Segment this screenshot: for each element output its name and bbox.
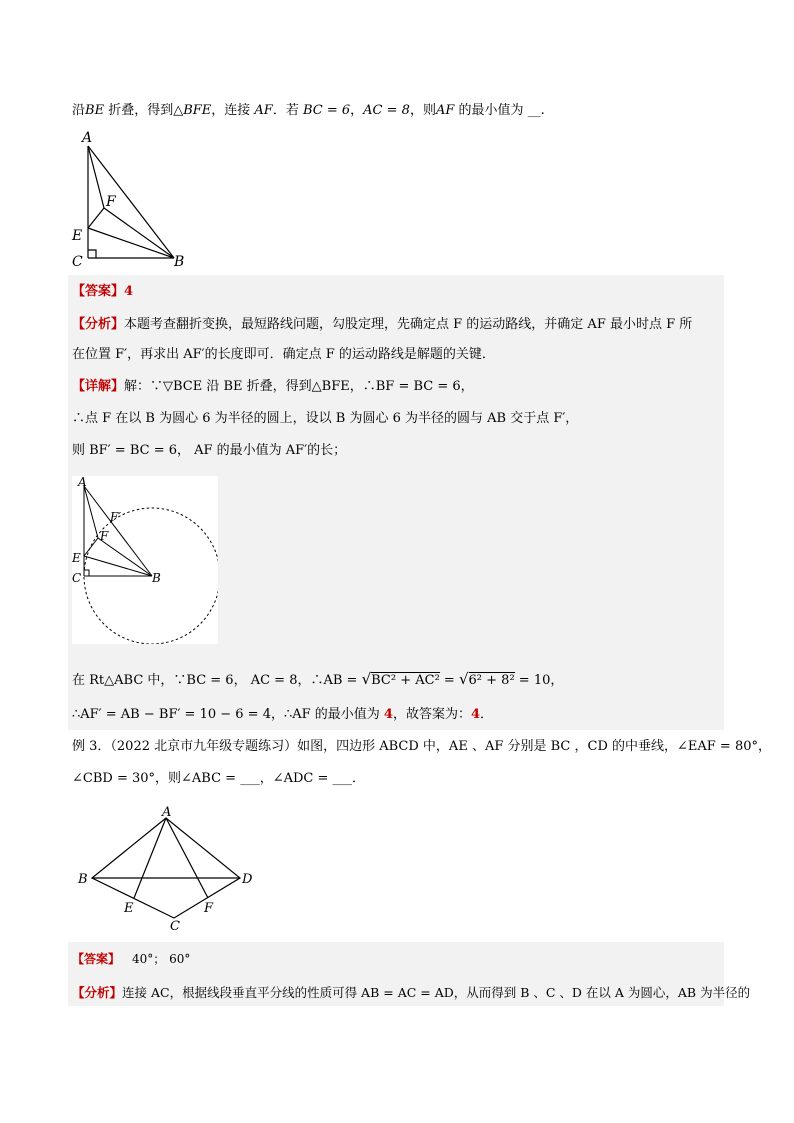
text-seg: 本题考查翻折变换，最短路线问题，勾股定理，先确定点 F 的运动路线，并确定 AF 最小时点 F 所: [124, 317, 693, 332]
text-seg: ．若: [272, 103, 303, 118]
text-seg: 例 3．（2022 北京市九年级专题练习）如图，四边形 ABCD 中，AE 、AF 分别是 BC ，CD 的中垂线，∠EAF = 80°，: [72, 739, 771, 754]
text-seg: ，故答案为：: [392, 707, 471, 722]
problem-line-1: [72, 102, 545, 120]
calc-1-line-1: 在 Rt△ABC 中，∵BC = 6， AC = 8，∴AB = √BC² + AC² = √6² + 8² = 10，: [72, 670, 564, 688]
text-seg: ．: [480, 707, 494, 722]
text-seg: AF: [254, 103, 273, 118]
text-seg: ，: [350, 103, 364, 118]
text-seg: 在位置 F′，再求出 AF′的长度即可．确定点 F 的运动路线是解题的关键．: [72, 347, 495, 362]
label-A: A: [78, 476, 87, 489]
label-C: C: [72, 254, 83, 270]
text-seg: ∠CBD = 30°，则∠ABC = ___，∠ADC = ___．: [72, 771, 366, 786]
detail-1-line-3: [72, 442, 346, 460]
text-seg: BE: [85, 103, 105, 118]
text-seg: ，则: [409, 103, 436, 118]
text-seg: 的最小值为 __.: [454, 103, 545, 118]
label-F: F: [204, 901, 214, 916]
text-seg: 折叠，得到△: [104, 103, 184, 118]
sqrt-content: 6² + 8²: [468, 673, 515, 688]
text-seg: =: [439, 673, 459, 688]
answer-3: [72, 950, 190, 968]
figure-1: [68, 128, 198, 270]
text-seg: 在 Rt△ABC 中，∵BC = 6， AC = 8，∴AB =: [72, 673, 362, 688]
answer-1: [72, 283, 133, 301]
label-F-prime: F′: [110, 510, 122, 524]
text-seg: ∴AF′ = AB − BF′ = 10 − 6 = 4，∴AF 的最小值为: [72, 707, 384, 722]
label-F: F: [100, 529, 109, 543]
text-seg: BFE: [183, 103, 212, 118]
label-B: B: [174, 254, 185, 270]
text-seg: 沿: [72, 103, 86, 118]
label-B: B: [152, 571, 161, 585]
figure-2-box: [72, 476, 218, 644]
text-seg: 解：∵▽BCE 沿 BE 折叠，得到△BFE，∴BF = BC = 6，: [124, 379, 474, 394]
answer-value: 40°； 60°: [132, 952, 191, 966]
label-C: C: [72, 571, 82, 585]
label-D: D: [242, 872, 253, 887]
text-seg: 连接 AC，根据线段垂直平分线的性质可得 AB = AC = AD，从而得到 B 、C 、D 在以 A 为圆心，AB 为半径的: [122, 985, 751, 1000]
answer-tag: 【答案】: [72, 952, 121, 966]
text-seg: = 10，: [514, 673, 564, 688]
label-F: F: [106, 194, 116, 210]
detail-1-line-2: [72, 410, 578, 428]
analysis-tag: 【分析】: [72, 985, 123, 1000]
sqrt-content: BC² + AC²: [371, 673, 440, 688]
text-seg: BC = 6: [302, 103, 351, 118]
text-seg: AF: [435, 103, 455, 118]
example-3-line-2: [72, 770, 365, 788]
text-seg: 4: [470, 707, 481, 722]
text-seg: ∴点 F 在以 B 为圆心 6 为半径的圆上，设以 B 为圆心 6 为半径的圆与 AB 交于点 F′，: [72, 411, 579, 426]
text-seg: 则 BF′ = BC = 6， AF 的最小值为 AF′的长；: [72, 443, 347, 458]
example-3-line-1: [72, 738, 771, 756]
label-C: C: [170, 919, 180, 934]
label-E: E: [72, 551, 81, 565]
text-seg: AC = 8: [363, 103, 410, 118]
detail-1-line-1: [72, 378, 474, 396]
calc-1-line-2: [72, 706, 493, 724]
label-A: A: [162, 806, 172, 820]
answer-tag: 【答案】: [72, 284, 125, 299]
text-seg: ，连接: [211, 103, 255, 118]
label-A: A: [82, 130, 93, 146]
analysis-3-line-1: [72, 984, 750, 1002]
figure-2: [72, 476, 218, 644]
figure-3: [70, 806, 270, 936]
detail-tag: 【详解】: [72, 379, 125, 394]
analysis-1-line-1: [72, 316, 692, 334]
analysis-tag: 【分析】: [72, 317, 125, 332]
answer-value: 4: [124, 284, 134, 299]
label-E: E: [124, 901, 134, 916]
text-seg: 4: [383, 707, 393, 722]
analysis-1-line-2: [72, 346, 495, 364]
label-E: E: [72, 228, 83, 244]
label-B: B: [78, 872, 88, 887]
